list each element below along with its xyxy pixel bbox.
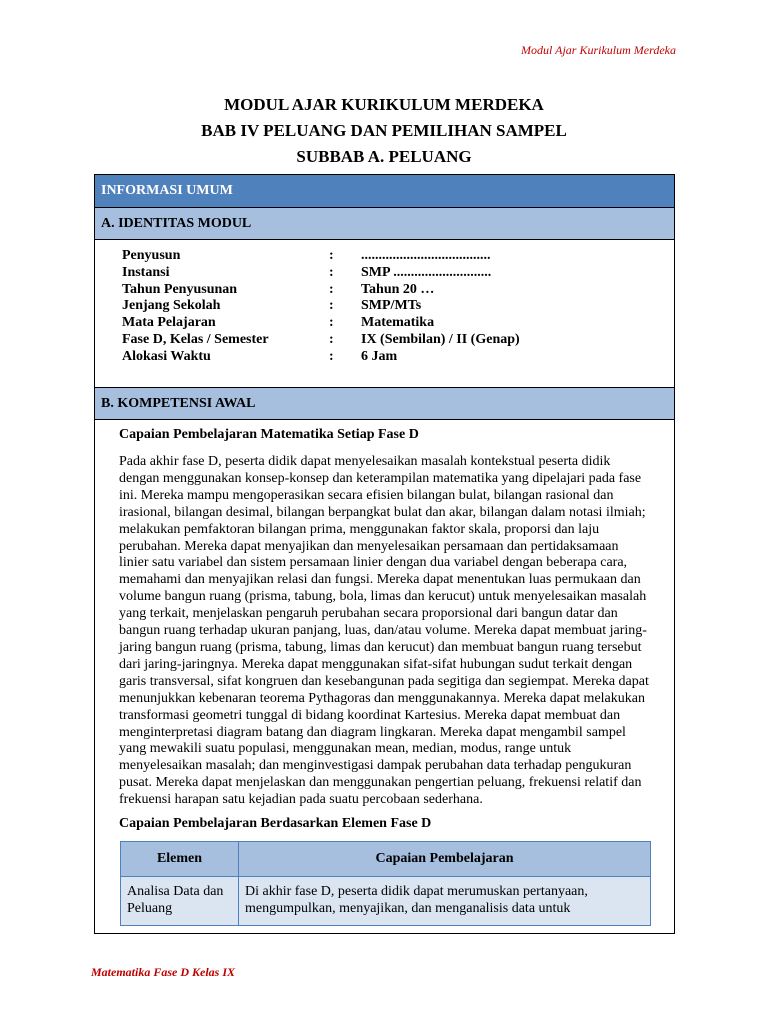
cell-capaian: Di akhir fase D, peserta didik dapat merumuskan pertanyaan, mengumpulkan, menyajikan, dan menganalisis data untuk bbox=[239, 877, 651, 926]
cp-paragraph: Pada akhir fase D, peserta didik dapat menyelesaikan masalah kontekstual peserta didik dengan menggunakan konsep-konsep dan keterampilan matematika yang dipelajari pada fase ini. Mereka mampu mengoperasikan secara efisien bilangan bulat, bilangan rasional dan irasional, bilangan desimal, bilangan berpangkat bulat dan akar, bilangan dalam notasi ilmiah; melakukan pemfaktoran bilangan prima, menggunakan faktor skala, proporsi dan laju perubahan. Mereka dapat menyajikan dan menyelesaikan persamaan dan pertidaksamaan linier satu variabel dan sistem persamaan linier dengan dua variabel dengan beberapa cara, memahami dan menyajikan relasi dan fungsi. Mereka dapat menentukan luas permukaan dan volume bangun ruang (prisma, tabung, bola, limas dan kerucut) untuk menyelesaikan masalah yang terkait, menjelaskan pengaruh perubahan secara proporsional dari bangun datar dan bangun ruang terhadap ukuran panjang, luas, dan/atau volume. Mereka dapat membuat jaring-jaring bangun ruang (prisma, tabung, limas dan kerucut) dan membuat bangun ruang tersebut dari jaring-jaringnya. Mereka dapat menggunakan sifat-sifat hubungan sudut terkait dengan garis transversal, sifat kongruen dan kesebangunan pada segitiga dan segiempat. Mereka dapat menunjukkan kebenaran teorema Pythagoras dan menggunakannya. Mereka dapat melakukan transformasi geometri tunggal di bidang koordinat Kartesius. Mereka dapat membuat dan menginterpretasi diagram batang dan diagram lingkaran. Mereka dapat mengambil sampel yang mewakili suatu populasi, menggunakan mean, median, modus, range untuk menyelesaikan masalah; dan menginvestigasi dampak perubahan data terhadap pengukuran pusat. Mereka dapat menjelaskan dan menggunakan pengertian peluang, frekuensi relatif dan frekuensi harapan satu kejadian pada suatu percobaan sederhana. bbox=[119, 454, 649, 808]
section-kompetensi-awal: B. KOMPETENSI AWAL bbox=[95, 388, 674, 420]
identitas-value: IX (Sembilan) / II (Genap) bbox=[361, 331, 520, 347]
identitas-label: Penyusun bbox=[122, 248, 181, 263]
identitas-row bbox=[122, 248, 674, 265]
title-line-1: MODUL AJAR KURIKULUM MERDEKA bbox=[224, 95, 544, 114]
identitas-row bbox=[122, 349, 674, 366]
identitas-value: 6 Jam bbox=[361, 348, 398, 364]
table-header-row bbox=[121, 842, 651, 877]
identitas-value: SMP ............................ bbox=[361, 264, 492, 280]
identitas-colon: : bbox=[329, 248, 334, 263]
running-footer: Matematika Fase D Kelas IX bbox=[91, 965, 236, 979]
identitas-colon: : bbox=[329, 298, 334, 314]
identitas-row bbox=[122, 332, 674, 349]
identitas-value: ..................................... bbox=[361, 248, 491, 263]
running-header: Modul Ajar Kurikulum Merdeka bbox=[521, 43, 676, 57]
identitas-row bbox=[122, 298, 674, 315]
title-line-2: BAB IV PELUANG DAN PEMILIHAN SAMPEL bbox=[201, 121, 567, 140]
document-titles bbox=[0, 92, 768, 170]
identitas-colon: : bbox=[329, 348, 334, 364]
identitas-value: Matematika bbox=[361, 315, 435, 331]
column-header-elemen: Elemen bbox=[121, 842, 239, 877]
cell-elemen: Analisa Data dan Peluang bbox=[121, 877, 239, 926]
identitas-row bbox=[122, 282, 674, 299]
identitas-row bbox=[122, 315, 674, 332]
identitas-label: Alokasi Waktu bbox=[122, 348, 211, 364]
cp-subheading-elemen: Capaian Pembelajaran Berdasarkan Elemen Fase D bbox=[119, 816, 432, 832]
table-row bbox=[121, 877, 651, 926]
identitas-list bbox=[95, 240, 674, 388]
module-info-box bbox=[94, 174, 675, 934]
section-identitas-modul: A. IDENTITAS MODUL bbox=[95, 208, 674, 240]
identitas-label: Fase D, Kelas / Semester bbox=[122, 331, 269, 347]
identitas-value: SMP/MTs bbox=[361, 298, 422, 314]
identitas-colon: : bbox=[329, 281, 334, 297]
identitas-value: Tahun 20 … bbox=[361, 281, 435, 297]
cp-table bbox=[120, 841, 651, 926]
title-line-3: SUBBAB A. PELUANG bbox=[296, 147, 472, 166]
cp-subheading-fase: Capaian Pembelajaran Matematika Setiap Fase D bbox=[119, 427, 419, 442]
identitas-label: Tahun Penyusunan bbox=[122, 281, 238, 297]
section-informasi-umum: INFORMASI UMUM bbox=[95, 175, 674, 208]
kompetensi-content bbox=[95, 420, 674, 926]
identitas-label: Mata Pelajaran bbox=[122, 315, 216, 331]
identitas-colon: : bbox=[329, 264, 334, 280]
identitas-label: Instansi bbox=[122, 264, 170, 280]
identitas-colon: : bbox=[329, 315, 334, 331]
identitas-colon: : bbox=[329, 331, 334, 347]
identitas-label: Jenjang Sekolah bbox=[122, 298, 221, 314]
identitas-row bbox=[122, 265, 674, 282]
column-header-capaian: Capaian Pembelajaran bbox=[239, 842, 651, 877]
